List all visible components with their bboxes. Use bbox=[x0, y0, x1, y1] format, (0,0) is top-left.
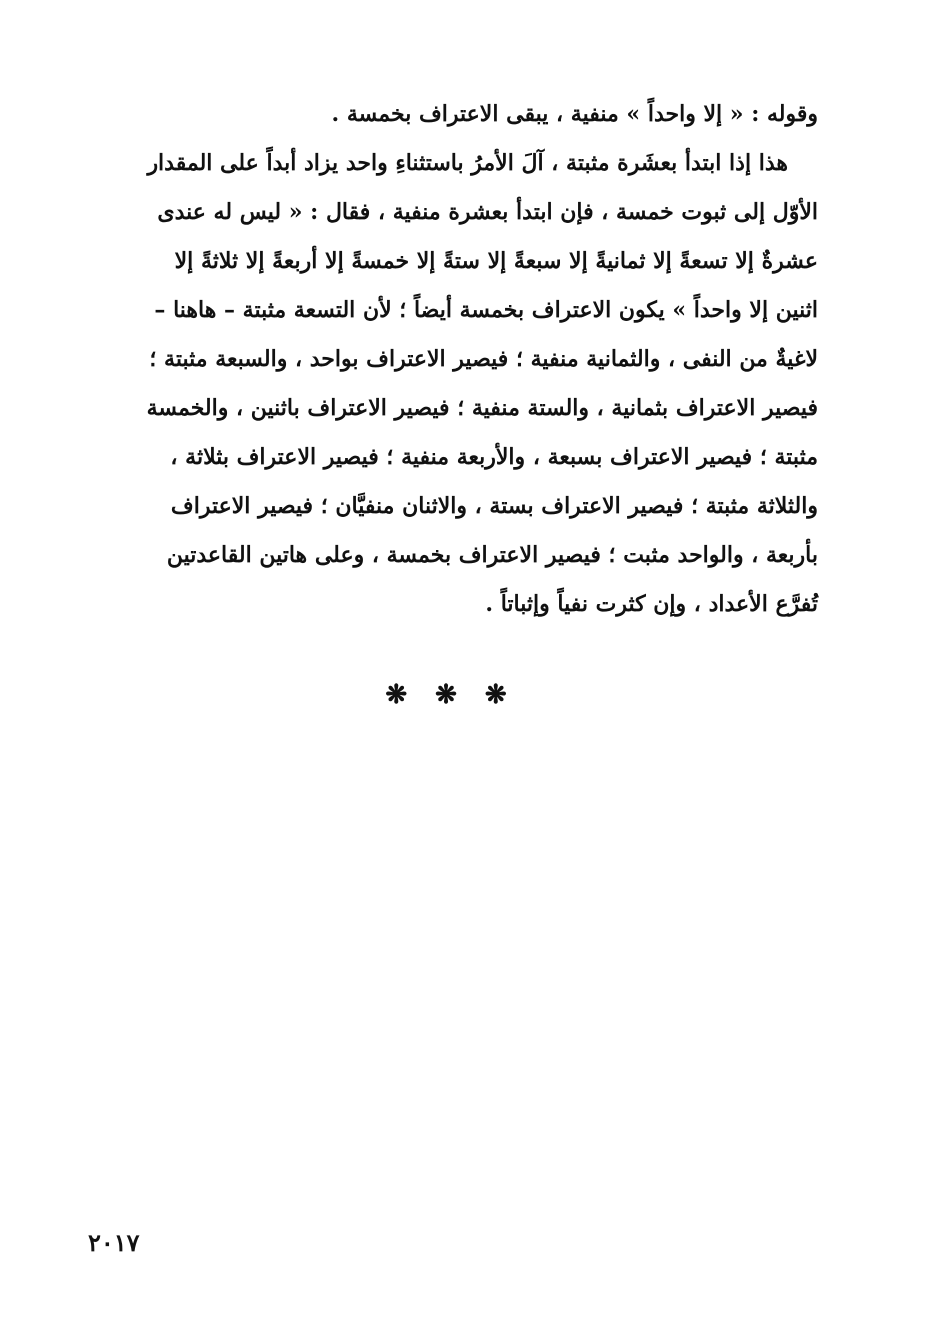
text-line-2: هذا إذا ابتدأ بعشَرة مثبتة ، آلَ الأمرُ باستثناءِ واحد يزاد أبداً على المقدار bbox=[147, 150, 788, 176]
text-line-11: تُفرَّع الأعداد ، وإن كثرت نفياً وإثباتاً . bbox=[485, 591, 818, 617]
body-text bbox=[100, 90, 818, 629]
text-line-7: فيصير الاعتراف بثمانية ، والستة منفية ؛ فيصير الاعتراف باثنين ، والخمسة bbox=[146, 395, 818, 421]
text-line-6: لاغيةٌ من النفى ، والثمانية منفية ؛ فيصير الاعتراف بواحد ، والسبعة مثبتة ؛ bbox=[149, 346, 818, 372]
text-line-9: والثلاثة مثبتة ؛ فيصير الاعتراف بستة ، والاثنان منفيَّان ؛ فيصير الاعتراف bbox=[170, 493, 818, 519]
text-line-10: بأربعة ، والواحد مثبت ؛ فيصير الاعتراف بخمسة ، وعلى هاتين القاعدتين bbox=[166, 542, 818, 568]
page-number: ٢٠١٧ bbox=[88, 1228, 140, 1257]
text-line-8: مثبتة ؛ فيصير الاعتراف بسبعة ، والأربعة منفية ؛ فيصير الاعتراف بثلاثة ، bbox=[170, 444, 818, 470]
text-line-1: وقوله : « إلا واحداً » منفية ، يبقى الاعتراف بخمسة . bbox=[331, 101, 818, 127]
section-separator-asterisks: ❋❋❋ bbox=[385, 680, 535, 710]
text-line-4: عشرةٌ إلا تسعةً إلا ثمانيةً إلا سبعةً إلا ستةً إلا خمسةً إلا أربعةً إلا ثلاثةً إلا bbox=[174, 248, 818, 274]
text-line-5: اثنين إلا واحداً » يكون الاعتراف بخمسة أيضاً ؛ لأن التسعة مثبتة – هاهنا – bbox=[154, 297, 818, 323]
text-line-3: الأوّل إلى ثبوت خمسة ، فإن ابتدأ بعشرة منفية ، فقال : « ليس له عندى bbox=[157, 199, 818, 225]
